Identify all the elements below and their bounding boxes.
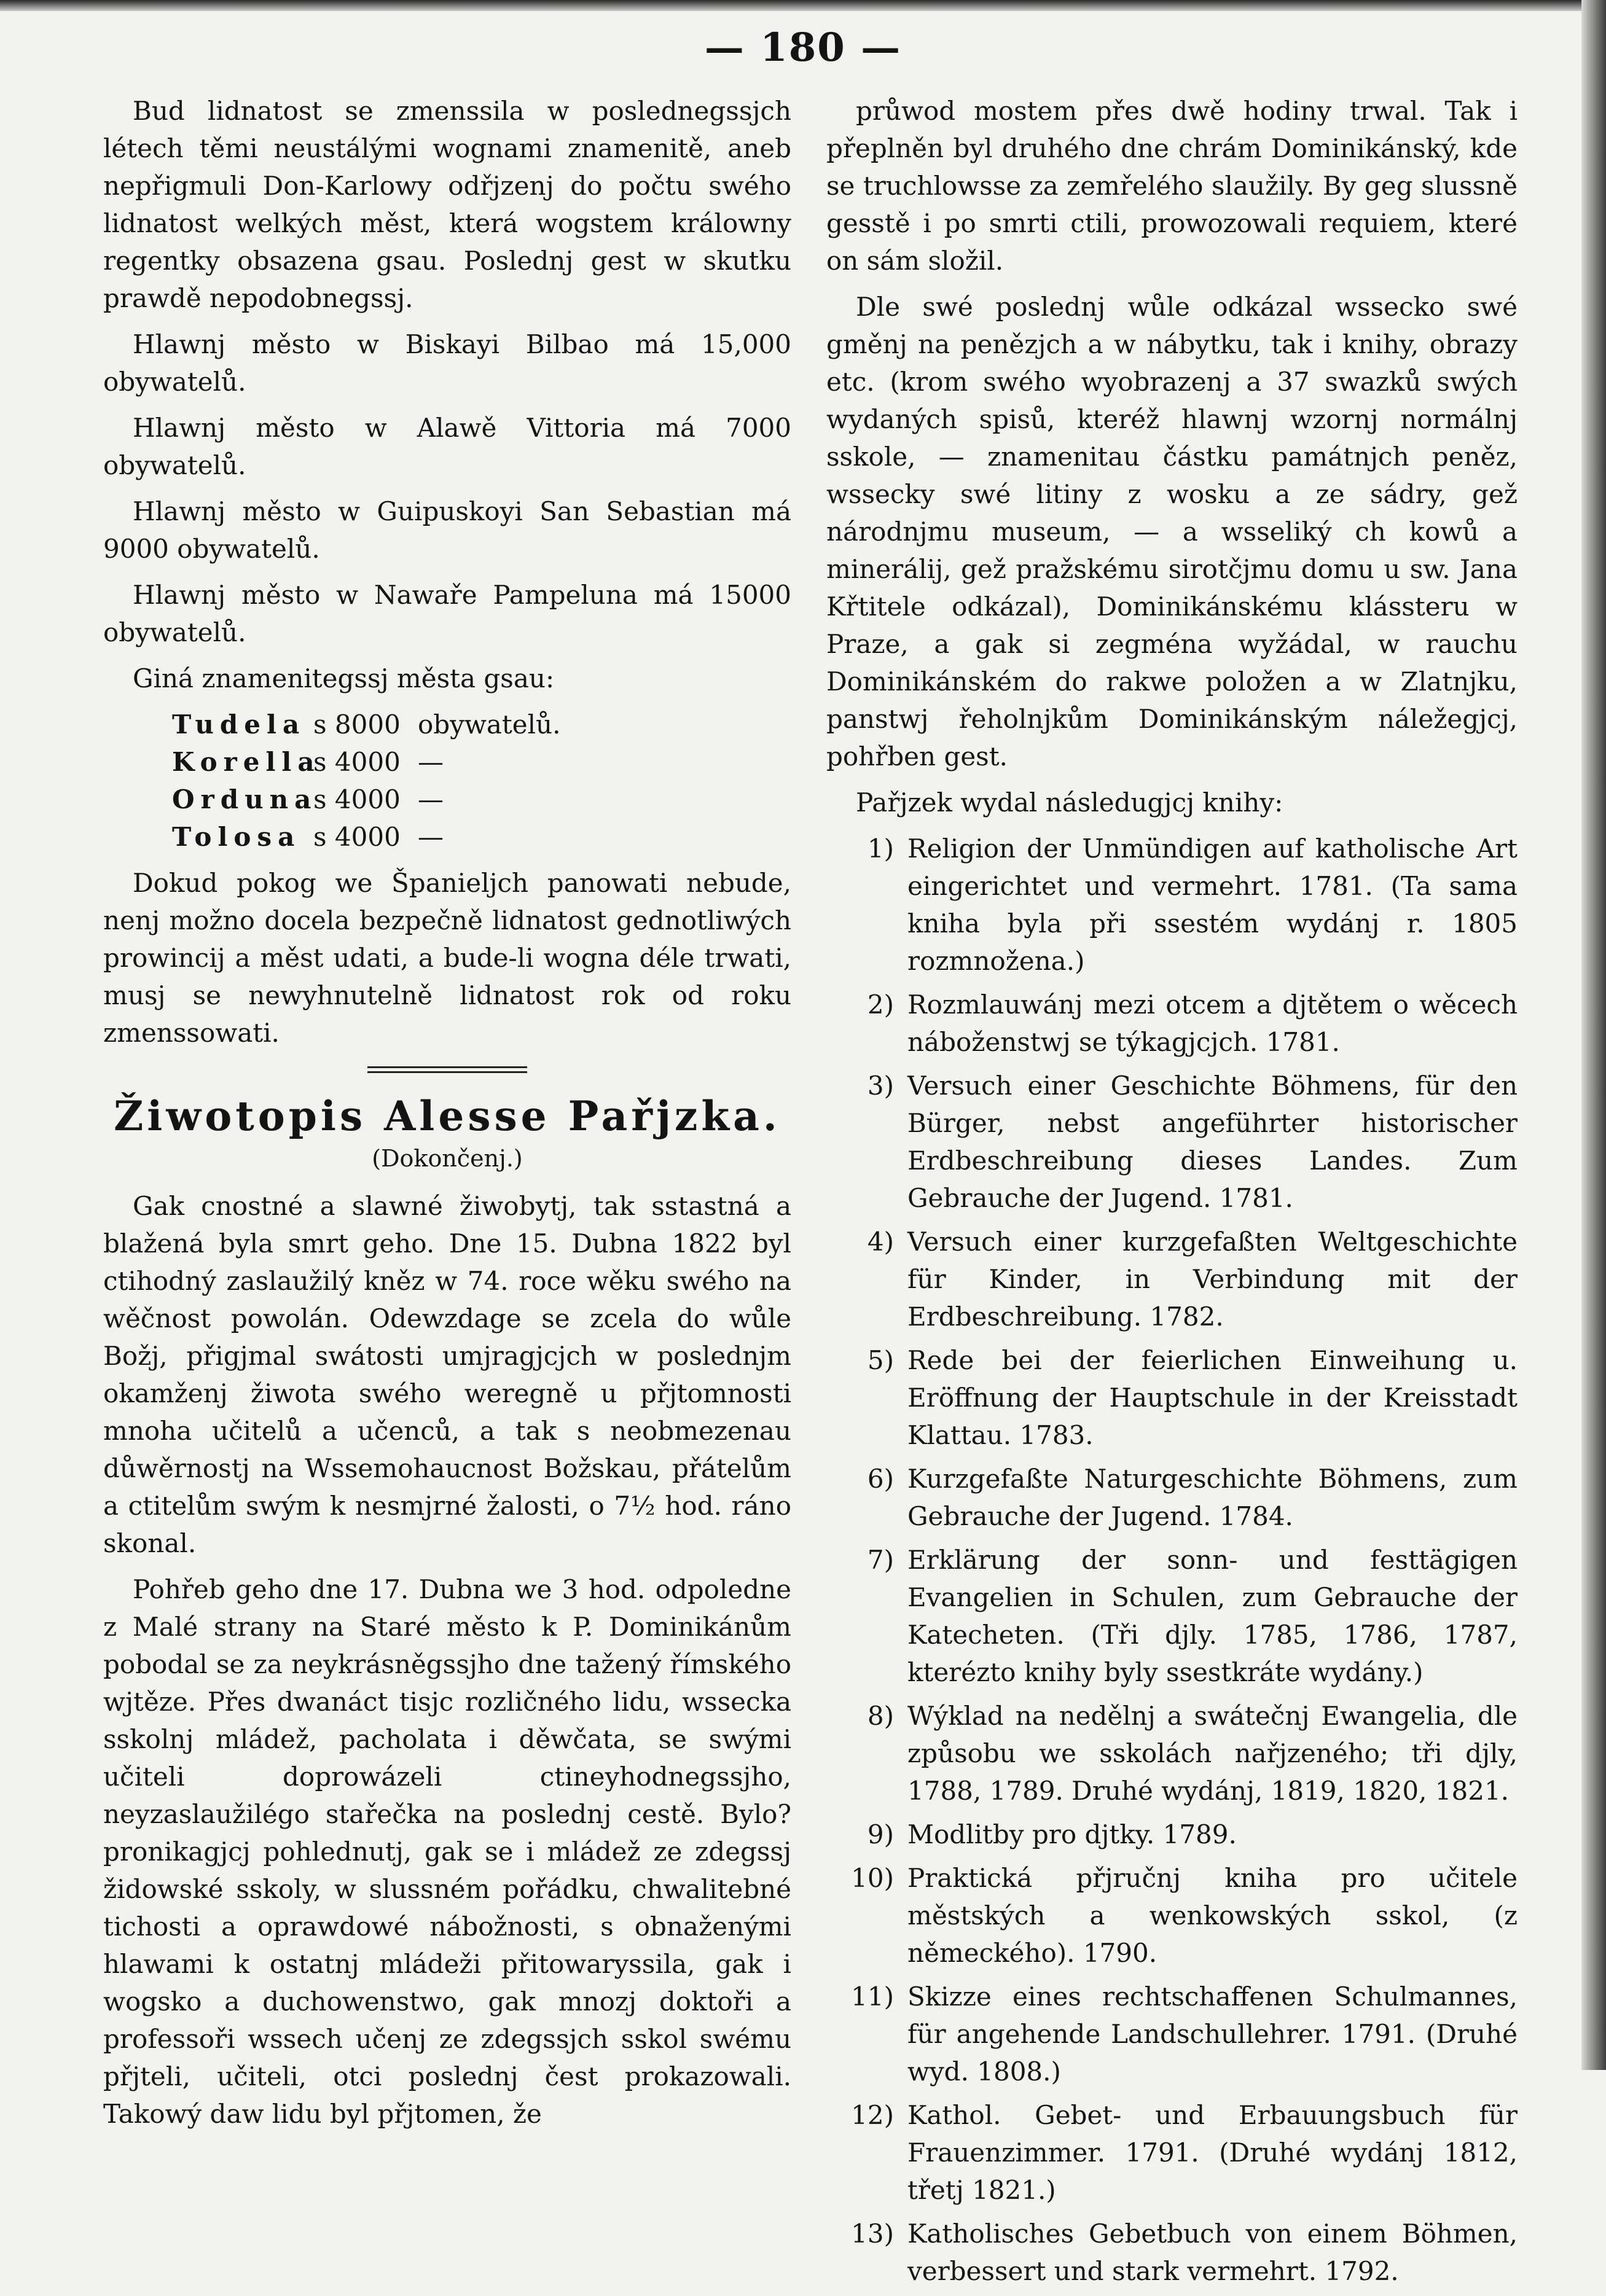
city-suffix: — [418,822,444,852]
section-divider [367,1066,527,1073]
book-title: Versuch einer Geschichte Böhmens, für den Bürger, nebst angeführter historischer Erdbeschreibung dieses Landes. Zum Gebrauche der Jugend. 1781. [907,1071,1518,1213]
paragraph: Bud lidnatost se zmenssila w poslednegssjch létech těmi neustálými wognami znamenitě, aneb nepřigmuli Don-Karlowy odřjzenj do počtu swého lidnatost welkých měst, která wogstem králowny regentky obsazena gsau. Poslednj gest w skutku prawdě nepodobnegssj. [103,96,791,313]
book-item [826,1067,1518,1217]
city-count: s 4000 [313,747,401,777]
paragraph: průwod mostem přes dwě hodiny trwal. Tak i přeplněn byl druhého dne chrám Dominikánský, kde se truchlowsse za zemřelého slaužily. By geg slussně gesstě i po smrti ctili, prowozowali requiem, které on sám složil. [826,96,1518,276]
scan-edge-top [0,0,1606,11]
city-name: Orduna [172,784,318,814]
book-item [826,2096,1518,2209]
paragraph: Hlawnj město w Nawaře Pampeluna má 15000 obywatelů. [103,580,791,647]
paragraph: Dle swé poslednj wůle odkázal wssecko swé gměnj na penězjch a w nábytku, tak i knihy, obrazy etc. (krom swého wyobrazenj a 37 swazků swých wydaných spisů, kteréž hlawnj wzornj normálnj sskole, — znamenitau částku památnjch peněz, wssecky swé litiny z wosku a ze sádry, gež národnjmu museum, — a wsseliký ch kowů a minerálij, gež pražskému sirotčjmu domu u sw. Jana Křtitele odkázal), Dominikánskému klássteru w Praze, a gak si zegména wyžádal, w rauchu Dominikánském do rakwe položen a w Zlatnjku, panstwj řeholnjkům Dominikánským náležegjcj, pohřben gest. [826,292,1518,771]
book-item [826,1859,1518,1972]
book-number: 6) [867,1464,894,1494]
paragraph: Hlawnj město w Alawě Vittoria má 7000 obywatelů. [103,413,791,480]
city-count: s 8000 [313,709,401,740]
city-row [103,743,791,781]
left-column [103,92,791,2141]
city-suffix: — [418,784,444,814]
city-suffix: — [418,747,444,777]
book-title: Rede bei der feierlichen Einweihung u. Eröffnung der Hauptschule in der Kreisstadt Klattau. 1783. [907,1345,1518,1450]
book-item [826,1816,1518,1853]
book-item [826,1223,1518,1335]
paragraph: Dokud pokog we Španieljch panowati nebude, nenj možno docela bezpečně lidnatost gednotliwých prowincij a měst udati, a bude-li wogna déle trwati, musj se newyhnutelně lidnatost rok od roku zmenssowati. [103,868,791,1048]
book-number: 8) [867,1701,894,1731]
book-title: Wýklad na nedělnj a swátečnj Ewangelia, dle způsobu we sskolách nařjzeného; tři djly, 1788, 1789. Druhé wydánj, 1819, 1820, 1821. [907,1701,1518,1806]
paragraph: Hlawnj město w Guipuskoyi San Sebastian má 9000 obywatelů. [103,496,791,564]
book-item [826,986,1518,1061]
city-row [103,781,791,818]
book-title: Katholisches Gebetbuch von einem Böhmen, verbessert und stark vermehrt. 1792. [907,2219,1518,2286]
city-count: s 4000 [313,784,401,814]
book-item [826,1541,1518,1691]
book-number: 10) [851,1863,894,1893]
book-item [826,1697,1518,1810]
paragraph: Gak cnostné a slawné žiwobytj, tak sstastná a blažená byla smrt geho. Dne 15. Dubna 1822 byl ctihodný zaslaužilý kněz w 74. roce wěku swého na wěčnost powolán. Odewzdage se zcela do wůle Božj, přigjmal swátosti umjragjcjch w poslednjm okamženj žiwota swého weregně u přjtomnosti mnoha učitelů a učenců, a tak s neobmezenau důwěrnostj na Wssemohaucnost Božskau, přátelům a ctitelům swým k nesmjrné žalosti, o 7½ hod. ráno skonal. [103,1191,791,1558]
right-column [826,92,1518,2296]
book-number: 5) [867,1345,894,1375]
city-count: s 4000 [313,822,401,852]
paragraph: Hlawnj město w Biskayi Bilbao má 15,000 obywatelů. [103,329,791,397]
book-item [826,1341,1518,1454]
scan-edge-right [1581,0,1606,2070]
book-title: Kurzgefaßte Naturgeschichte Böhmens, zum Gebrauche der Jugend. 1784. [907,1464,1518,1531]
book-number: 1) [867,834,894,864]
book-title: Erklärung der sonn- und festtägigen Evangelien in Schulen, zum Gebrauche der Katecheten. (Tři djly. 1785, 1786, 1787, kterézto knihy byly ssestkráte wydány.) [907,1545,1518,1687]
book-item [826,830,1518,980]
book-title: Religion der Unmündigen auf katholische Art eingerichtet und vermehrt. 1781. (Ta sama kniha byla při ssestém wydánj r. 1805 rozmnožena.) [907,834,1518,976]
book-number: 9) [867,1819,894,1849]
book-title: Praktická přjručnj kniha pro učitele městských a wenkowských sskol, (z německého). 1790. [907,1863,1518,1968]
book-number: 4) [867,1227,894,1257]
city-name: Tolosa [172,822,301,852]
books-intro: Pařjzek wydal následugjcj knihy: [856,787,1283,818]
city-name: Korella [172,747,321,777]
book-title: Modlitby pro djtky. 1789. [907,1819,1237,1849]
book-title: Skizze eines rechtschaffenen Schulmannes, für angehende Landschullehrer. 1791. (Druhé wyd. 1808.) [907,1982,1518,2087]
section-subtitle: (Dokončenj.) [372,1145,523,1172]
book-item [826,1460,1518,1535]
paragraph: Giná znamenitegssj města gsau: [133,663,555,693]
page-number: — 180 — [704,25,902,71]
city-suffix: obywatelů. [418,709,561,740]
section-title: Žiwotopis Alesse Pařjzka. [114,1092,781,1140]
book-title: Rozmlauwánj mezi otcem a djtětem o wěcech náboženstwj se týkagjcjch. 1781. [907,990,1518,1057]
book-item [826,2215,1518,2290]
book-number: 7) [867,1545,894,1575]
book-title: Versuch einer kurzgefaßten Weltgeschichte für Kinder, in Verbindung mit der Erdbeschreibung. 1782. [907,1227,1518,1332]
city-list [103,706,791,856]
book-title: Kathol. Gebet- und Erbauungsbuch für Frauenzimmer. 1791. (Druhé wydánj 1812, třetj 1821.) [907,2100,1518,2205]
book-item [826,1978,1518,2090]
paragraph: Pohřeb geho dne 17. Dubna we 3 hod. odpoledne z Malé strany na Staré město k P. Dominikánům pobodal se za neykrásněgssjho dne tažený římského wjtěze. Přes dwanáct tisjc rozličného lidu, wssecka sskolnj mládež, pacholata i děwčata, se swými učiteli doprowázeli ctineyhodnegssjho, neyzaslaužilégo stařečka na poslednj cestě. Bylo? pronikagjcj pohlednutj, gak se i mládež ze zdegssj židowské sskoly, w slussném pořádku, chwalitebné tichosti a oprawdowé nábožnosti, s obnaženými hlawami k ostatnj mládeži přitowaryssila, gak i wogsko a duchowenstwo, gak mnozj doktoři a professoři wssech učenj ze zdegssjch sskol swému přjteli, učiteli, otci poslednj čest prokazowali. Takowý daw lidu byl přjtomen, že [103,1574,791,2129]
city-row [103,818,791,856]
book-number: 2) [867,990,894,1020]
book-number: 13) [851,2219,894,2249]
city-name: Tudela [172,709,306,740]
book-number: 3) [867,1071,894,1101]
book-number: 11) [851,1982,894,2012]
book-list [826,830,1518,2290]
book-number: 12) [851,2100,894,2130]
city-row [103,706,791,743]
